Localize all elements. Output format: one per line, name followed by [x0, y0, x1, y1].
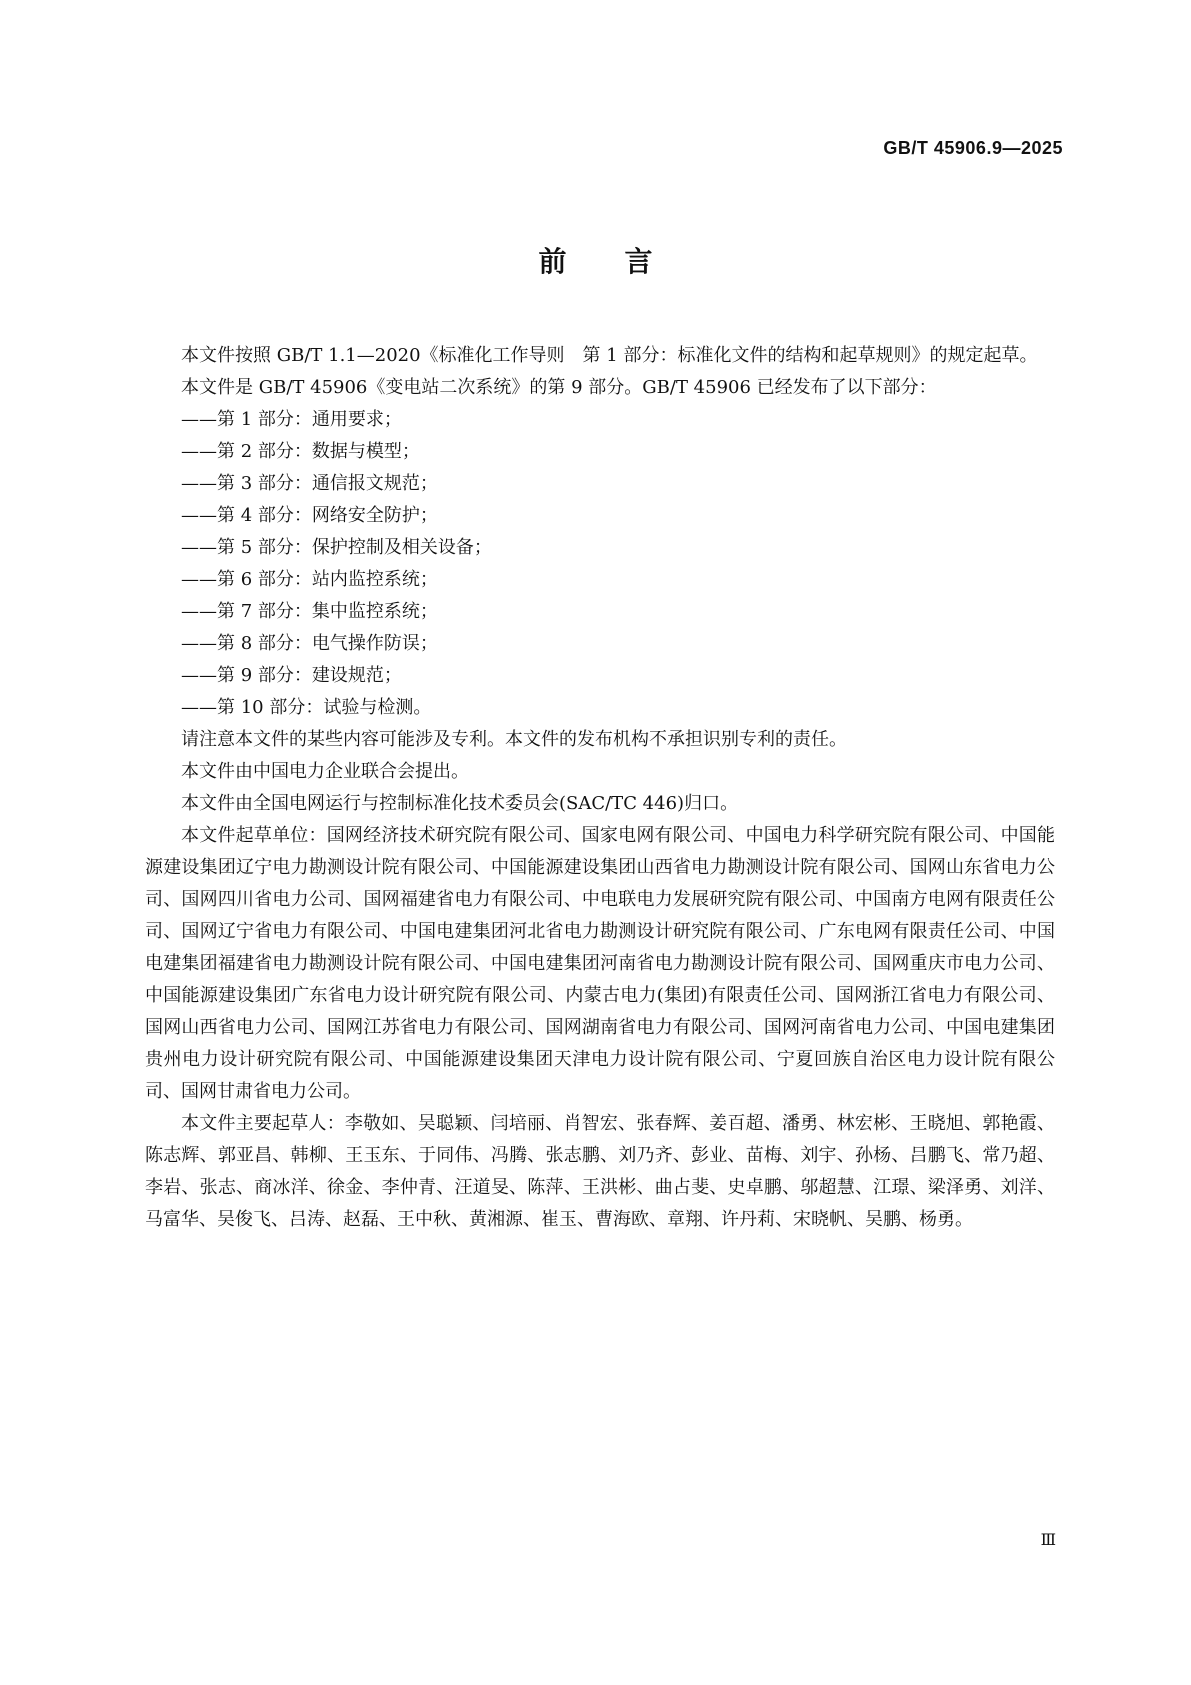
- paragraph-committee: 本文件由全国电网运行与控制标准化技术委员会(SAC/TC 446)归口。: [181, 793, 739, 814]
- list-item: ——第 7 部分：集中监控系统；: [181, 601, 438, 622]
- paragraph-patent-notice: 请注意本文件的某些内容可能涉及专利。本文件的发布机构不承担识别专利的责任。: [181, 729, 847, 750]
- paragraph-series-intro: 本文件是 GB/T 45906《变电站二次系统》的第 9 部分。GB/T 45906 已经发布了以下部分：: [181, 377, 937, 398]
- list-item: ——第 6 部分：站内监控系统；: [181, 569, 438, 590]
- paragraph-drafting-units: 本文件起草单位：国网经济技术研究院有限公司、国家电网有限公司、中国电力科学研究院有限公司、中国能源建设集团辽宁电力勘测设计院有限公司、中国能源建设集团山西省电力勘测设计院有限公司、国网山东省电力公司、国网四川省电力公司、国网福建省电力有限公司、中电联电力发展研究院有限公司、中国南方电网有限责任公司、国网辽宁省电力有限公司、中国电建集团河北省电力勘测设计研究院有限公司、广东电网有限责任公司、中国电建集团福建省电力勘测设计院有限公司、中国电建集团河南省电力勘测设计院有限公司、国网重庆市电力公司、中国能源建设集团广东省电力设计研究院有限公司、内蒙古电力(集团)有限责任公司、国网浙江省电力有限公司、国网山西省电力公司、国网江苏省电力有限公司、国网湖南省电力有限公司、国网河南省电力公司、中国电建集团贵州电力设计研究院有限公司、中国能源建设集团天津电力设计院有限公司、宁夏回族自治区电力设计院有限公司、国网甘肃省电力公司。: [145, 825, 1055, 1102]
- page-title: 前言: [538, 245, 711, 278]
- list-item: ——第 9 部分：建设规范；: [181, 665, 402, 686]
- parts-list: [145, 404, 1055, 724]
- list-item: ——第 2 部分：数据与模型；: [181, 441, 420, 462]
- page-number: Ⅲ: [1040, 1530, 1056, 1549]
- standard-number: GB/T 45906.9—2025: [883, 138, 1063, 158]
- list-item: ——第 3 部分：通信报文规范；: [181, 473, 438, 494]
- paragraph-drafters: 本文件主要起草人：李敬如、吴聪颖、闫培丽、肖智宏、张春辉、姜百超、潘勇、林宏彬、王晓旭、郭艳霞、陈志辉、郭亚昌、韩柳、王玉东、于同伟、冯腾、张志鹏、刘乃齐、彭业、苗梅、刘宇、孙杨、吕鹏飞、常乃超、李岩、张志、商冰洋、徐金、李仲青、汪道旻、陈萍、王洪彬、曲占斐、史卓鹏、邬超慧、江璟、梁泽勇、刘洋、马富华、吴俊飞、吕涛、赵磊、王中秋、黄湘源、崔玉、曹海欧、章翔、许丹莉、宋晓帆、吴鹏、杨勇。: [145, 1113, 1055, 1230]
- list-item: ——第 8 部分：电气操作防误；: [181, 633, 438, 654]
- list-item: ——第 1 部分：通用要求；: [181, 409, 402, 430]
- list-item: ——第 4 部分：网络安全防护；: [181, 505, 438, 526]
- paragraph-drafting-rules: 本文件按照 GB/T 1.1—2020《标准化工作导则 第 1 部分：标准化文件的结构和起草规则》的规定起草。: [181, 345, 1038, 366]
- list-item: ——第 10 部分：试验与检测。: [181, 697, 432, 718]
- foreword-body: [145, 340, 1055, 1236]
- list-item: ——第 5 部分：保护控制及相关设备；: [181, 537, 492, 558]
- paragraph-proposer: 本文件由中国电力企业联合会提出。: [181, 761, 469, 782]
